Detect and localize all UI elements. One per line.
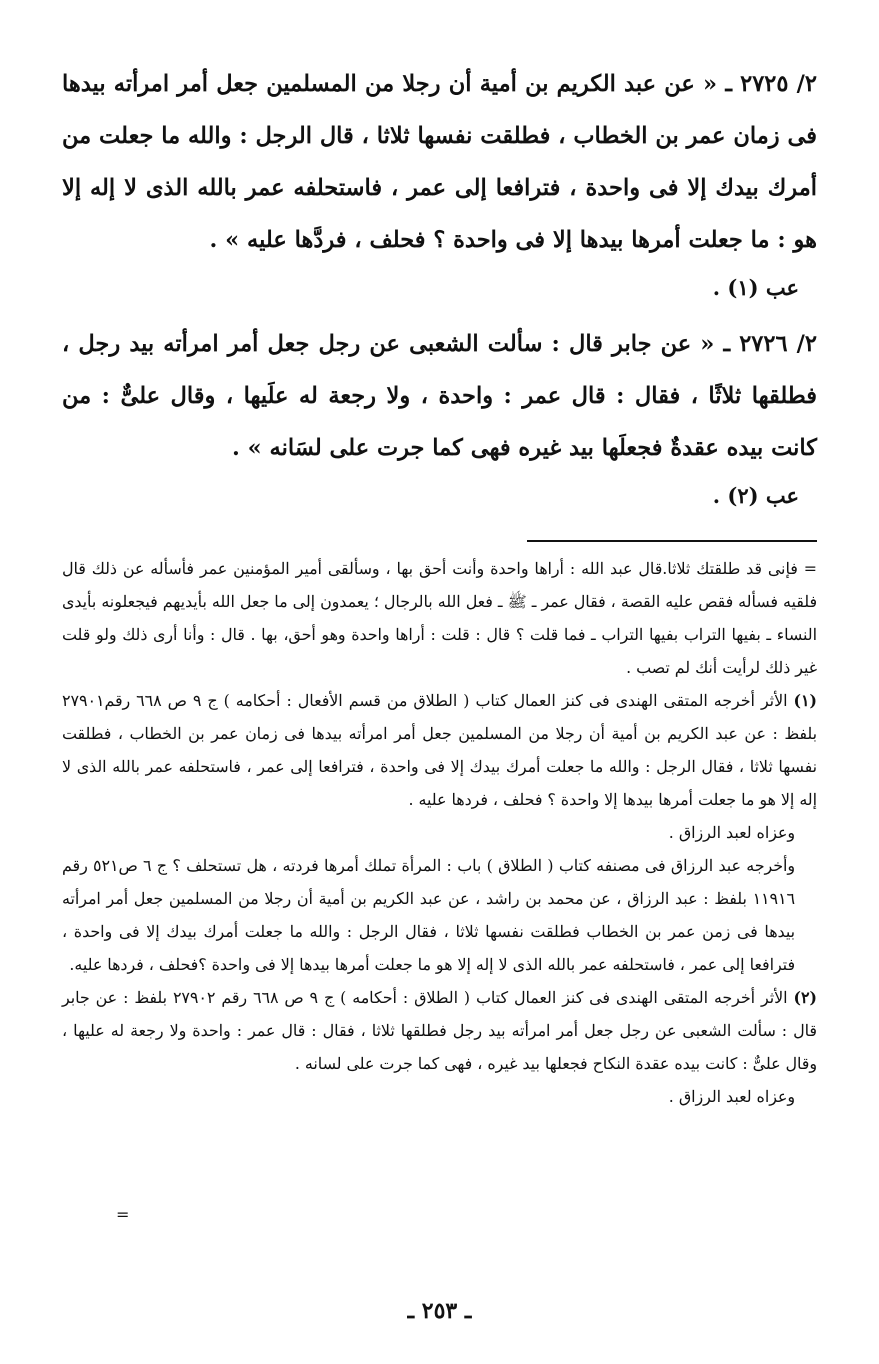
footnote-1-extra: وأخرجه عبد الرزاق فى مصنفه كتاب ( الطلاق ) باب : المرأة تملك أمرها فردته ، هل تستحلف ؟ ج ٦ ص٥٢١ رقم ١١٩١٦ بلفظ : عبد الرزاق ، عن محمد بن راشد ، عن عبد الكريم بن أمية أن رجلا من المسلمين جعل أمر امرأته بيدها فى زمن عمر بن الخطاب فطلقت نفسها ثلاثا ، فقال الرجل : والله ما جعلت أمرك بيدك إلا فى واحدة ، فترافعا إلى عمر ، فاستحلفه عمر بالله الذى لا إله إلا هو ما جعلت أمرها بيدها إلا فى واحدة ؟فحلف ، فردها عليه. xyxy=(62,856,796,974)
continuation-mark: = xyxy=(116,1205,130,1224)
footnote-1-attribution: وعزاه لعبد الرزاق . xyxy=(668,823,795,842)
footnote-2: (٢) الأثر أخرجه المتقى الهندى فى كنز العمال كتاب ( الطلاق : أحكامه ) ج ٩ ص ٦٦٨ رقم ٢٧٩٠٢ بلفظ : عن جابر قال : سألت الشعبى عن رجل جعل أمر امرأته بيد رجل فطلقها ثلاثا ، فقال : قال عمر : واحدة ولا رجعة له عليها ، وقال علىٌّ : كانت بيده عقدة النكاح فجعلها بيد غيره ، فهى كما جرت على لسانه . xyxy=(62,988,817,1073)
hadith-number: ٢/ ٢٧٢٥ ـ xyxy=(725,71,817,97)
hadith-source: عب (٢) . xyxy=(712,483,799,508)
footnote-number: (١) xyxy=(793,691,817,710)
hadith-text: « عن جابر قال : سألت الشعبى عن رجل جعل أمر امرأته بيد رجل ، فطلقها ثلاثًا ، فقال : قال عمر : واحدة ، ولا رجعة له علَيها ، وقال علىٌّ : من كانت بيده عقدةٌ فجعلَها بيد غيره فهى كما جرت على لسَانه » . xyxy=(62,331,817,461)
footnote-ref: (٢) xyxy=(727,483,759,508)
hadith-2725 xyxy=(62,58,817,266)
hadith-source: عب (١) . xyxy=(712,275,799,300)
footnote-number: (٢) xyxy=(793,988,817,1007)
footnote-1: (١) الأثر أخرجه المتقى الهندى فى كنز العمال كتاب ( الطلاق من قسم الأفعال : أحكامه ) ج ٩ ص ٦٦٨ رقم٢٧٩٠١ بلفظ : عن عبد الكريم بن أمية أن رجلا من المسلمين جعل أمر امرأته بيدها فى زمان عمر بن الخطاب ، فطلقت نفسها ثلاثا ، فقال الرجل : والله ما جعلت أمرك بيدك إلا فى واحدة ، فترافعا إلى عمر ، فاستحلفه عمر بالله الذى لا إله إلا هو ما جعلت أمرها بيدها إلا واحدة ؟ فحلف ، فردها عليه . xyxy=(62,691,817,809)
footnote-ref: (١) xyxy=(727,275,759,300)
footnote-2-attribution: وعزاه لعبد الرزاق . xyxy=(668,1087,795,1106)
footnote-separator xyxy=(527,540,817,542)
hadith-2726 xyxy=(62,318,817,474)
hadith-text: « عن عبد الكريم بن أمية أن رجلا من المسلمين جعل أمر امرأته بيدها فى زمان عمر بن الخطاب ، فطلقت نفسها ثلاثا ، قال الرجل : والله ما جعلت من أمرك بيدك إلا فى واحدة ، فترافعا إلى عمر ، فاستحلفه عمر بالله الذى لا إله إلا هو : ما جعلت أمرها بيدها إلا فى واحدة ؟ فحلف ، فردَّها عليه » . xyxy=(62,71,817,253)
footnotes xyxy=(62,552,817,1113)
main-text xyxy=(62,58,817,518)
hadith-number: ٢/ ٢٧٢٦ ـ xyxy=(723,331,817,357)
page-number: ـ ٢٥٣ ـ xyxy=(407,1298,472,1324)
footnote-continuation: = فإنى قد طلقتك ثلاثا.قال عبد الله : أراها واحدة وأنت أحق بها ، وسألقى أمير المؤمنين عمر فأسأله عن ذلك قال فلقيه فسأله فقص عليه القصة ، فقال عمر ـ ﷺ ـ فعل الله بالرجال ؛ يعمدون إلى ما جعل الله بأيديهم فيجعلونه بأيدى النساء ـ بفيها التراب بفيها التراب ـ فما قلت ؟ قال : قلت : أراها واحدة وهو أحق، بها . قال : وأنا أرى ذلك ولو قلت غير ذلك لرأيت أنك لم تصب . xyxy=(62,559,817,677)
